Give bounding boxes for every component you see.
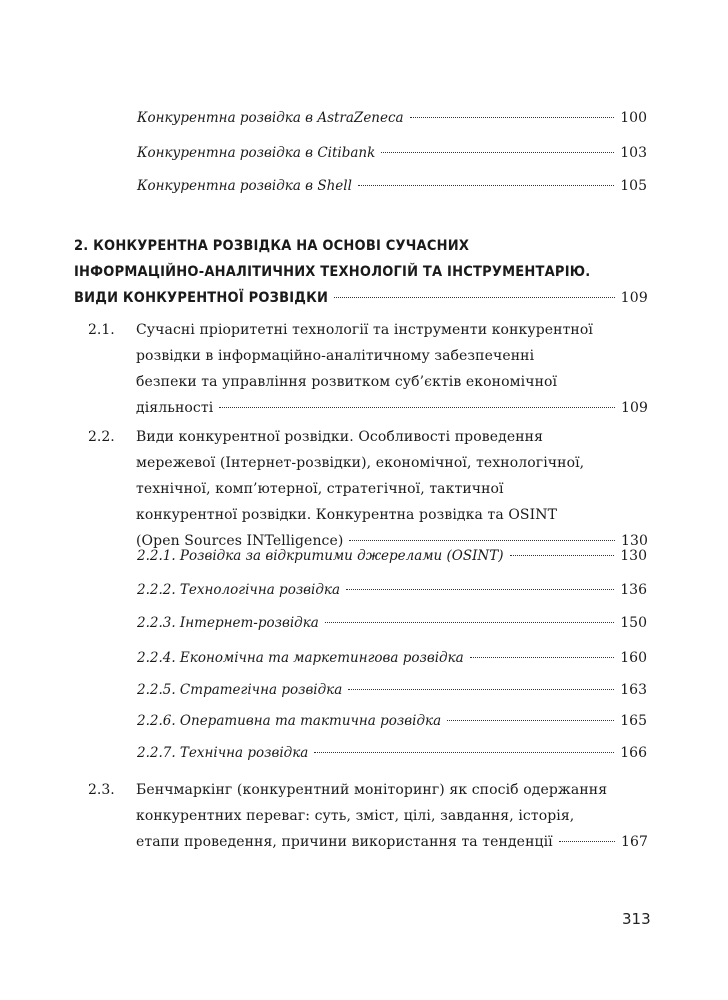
section-2-3: [136, 777, 648, 855]
chapter-heading-line: 2. КОНКУРЕНТНА РОЗВІДКА НА ОСНОВІ СУЧАСНИХ: [74, 238, 470, 254]
toc-page-ref: 150: [620, 615, 647, 631]
section-line: мережевої (Інтернет-розвідки), економічної, технологічної,: [136, 455, 585, 471]
dot-leader: [334, 297, 615, 298]
toc-subsection-2-2-1: [137, 548, 647, 564]
toc-entry-citibank: [137, 145, 647, 161]
section-line: конкурентної розвідки. Конкурентна розвідка та OSINT: [136, 507, 558, 523]
toc-entry-astrazeneca: [137, 110, 647, 126]
chapter-heading: [74, 233, 648, 311]
section-last-line: [136, 395, 648, 421]
section-last-line: [136, 829, 648, 855]
section-line: безпеки та управління розвитком суб’єктів економічної: [136, 374, 558, 390]
section-line: розвідки в інформаційно-аналітичному забезпеченні: [136, 348, 535, 364]
toc-page-ref: 130: [620, 548, 647, 564]
toc-page-ref: 163: [620, 682, 647, 698]
section-line: (Open Sources INTelligence): [136, 533, 344, 549]
dot-leader: [559, 841, 615, 842]
toc-entry-text: 2.2.6. Оперативна та тактична розвідка: [137, 713, 442, 729]
toc-subsection-2-2-3: [137, 615, 647, 631]
toc-subsection-2-2-7: [137, 745, 647, 761]
toc-entry-text: 2.2.3. Інтернет-розвідка: [137, 615, 319, 631]
section-number: 2.1.: [88, 322, 115, 338]
section-line: Види конкурентної розвідки. Особливості проведення: [136, 429, 544, 445]
chapter-heading-line: ВИДИ КОНКУРЕНТНОЇ РОЗВІДКИ: [74, 290, 329, 306]
dot-leader: [470, 657, 615, 658]
dot-leader: [410, 117, 615, 118]
dot-leader: [314, 752, 614, 753]
toc-page-ref: 136: [620, 582, 647, 598]
toc-page-ref: 109: [620, 290, 648, 306]
section-number: 2.2.: [88, 429, 115, 445]
toc-entry-text: Конкурентна розвідка в Citibank: [137, 145, 376, 161]
toc-entry-text: Конкурентна розвідка в AstraZeneca: [137, 110, 404, 126]
toc-entry-text: 2.2.1. Розвідка за відкритими джерелами (OSINT): [137, 548, 504, 564]
toc-entry-text: 2.2.2. Технологічна розвідка: [137, 582, 341, 598]
dot-leader: [346, 589, 614, 590]
toc-page-ref: 160: [620, 650, 647, 666]
toc-page-ref: 109: [620, 400, 648, 416]
dot-leader: [381, 152, 614, 153]
section-2-2: [136, 424, 648, 554]
section-line: Бенчмаркінг (конкурентний моніторинг) як спосіб одержання: [136, 782, 608, 798]
section-2-1: [136, 317, 648, 421]
section-line: Сучасні пріоритетні технології та інструменти конкурентної: [136, 322, 593, 338]
toc-entry-text: Конкурентна розвідка в Shell: [137, 178, 352, 194]
toc-subsection-2-2-2: [137, 582, 647, 598]
toc-subsection-2-2-6: [137, 713, 647, 729]
toc-page-ref: 103: [620, 145, 647, 161]
section-line: діяльності: [136, 400, 214, 416]
section-number: 2.3.: [88, 782, 115, 798]
section-line: технічної, комп’ютерної, стратегічної, тактичної: [136, 481, 504, 497]
chapter-heading-line: ІНФОРМАЦІЙНО-АНАЛІТИЧНИХ ТЕХНОЛОГІЙ ТА ІНСТРУМЕНТАРІЮ.: [74, 264, 591, 280]
toc-page-ref: 167: [620, 834, 648, 850]
dot-leader: [510, 555, 615, 556]
section-line: етапи проведення, причини використання та тенденції: [136, 834, 553, 850]
toc-subsection-2-2-5: [137, 682, 647, 698]
page-number: 313: [622, 910, 651, 928]
section-line: конкурентних переваг: суть, зміст, цілі, завдання, історія,: [136, 808, 575, 824]
chapter-heading-last-line: [74, 285, 648, 311]
toc-page-ref: 130: [620, 533, 648, 549]
toc-entry-text: 2.2.7. Технічна розвідка: [137, 745, 309, 761]
dot-leader: [348, 689, 614, 690]
toc-page-ref: 105: [620, 178, 647, 194]
toc-subsection-2-2-4: [137, 650, 647, 666]
dot-leader: [447, 720, 614, 721]
toc-page-ref: 166: [620, 745, 647, 761]
dot-leader: [349, 540, 615, 541]
toc-entry-text: 2.2.5. Стратегічна розвідка: [137, 682, 343, 698]
toc-entry-text: 2.2.4. Економічна та маркетингова розвідка: [137, 650, 464, 666]
dot-leader: [325, 622, 614, 623]
toc-page-ref: 165: [620, 713, 647, 729]
toc-page-ref: 100: [620, 110, 647, 126]
toc-entry-shell: [137, 178, 647, 194]
dot-leader: [219, 407, 615, 408]
dot-leader: [358, 185, 614, 186]
